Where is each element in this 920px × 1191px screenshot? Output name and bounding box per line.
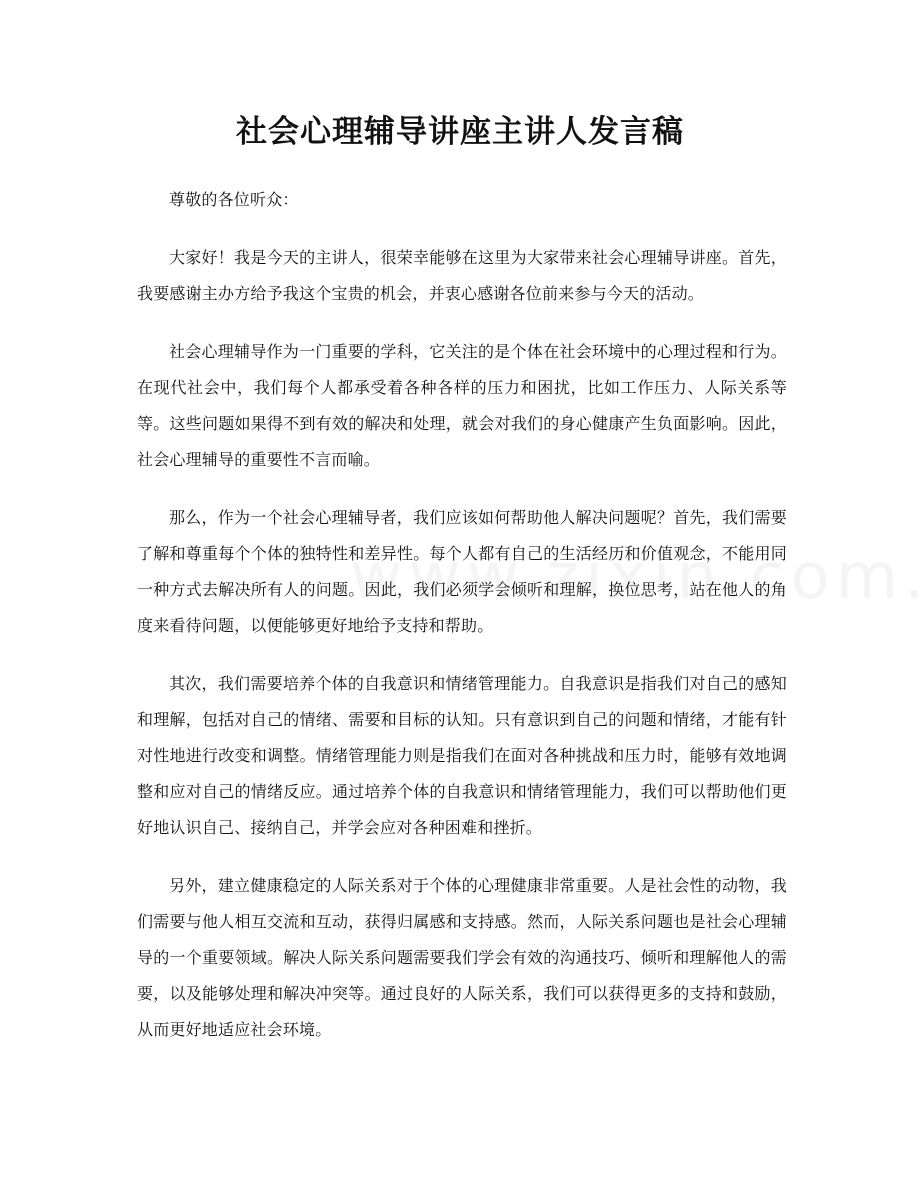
paragraph-5: 另外，建立健康稳定的人际关系对于个体的心理健康非常重要。人是社会性的动物，我们需要与他人相互交流和互动，获得归属感和支持感。然而，人际关系问题也是社会心理辅导的一个重要领域。解决人际关系问题需要我们学会有效的沟通技巧、倾听和理解他人的需要，以及能够处理和解决冲突等。通过良好的人际关系，我们可以获得更多的支持和鼓励，从而更好地适应社会环境。: [137, 876, 787, 1039]
salutation: 尊敬的各位听众：: [169, 190, 299, 209]
document-body: [137, 182, 787, 1070]
paragraph-4: 其次，我们需要培养个体的自我意识和情绪管理能力。自我意识是指我们对自己的感知和理解，包括对自己的情绪、需要和目标的认知。只有意识到自己的问题和情绪，才能有针对性地进行改变和调整。情绪管理能力则是指我们在面对各种挑战和压力时，能够有效地调整和应对自己的情绪反应。通过培养个体的自我意识和情绪管理能力，我们可以帮助他们更好地认识自己、接纳自己，并学会应对各种困难和挫折。: [137, 674, 787, 837]
paragraph-3: 那么，作为一个社会心理辅导者，我们应该如何帮助他人解决问题呢？首先，我们需要了解和尊重每个个体的独特性和差异性。每个人都有自己的生活经历和价值观念，不能用同一种方式去解决所有人的问题。因此，我们必须学会倾听和理解，换位思考，站在他人的角度来看待问题，以便能够更好地给予支持和帮助。: [137, 508, 787, 635]
paragraph-2: 社会心理辅导作为一门重要的学科，它关注的是个体在社会环境中的心理过程和行为。在现代社会中，我们每个人都承受着各种各样的压力和困扰，比如工作压力、人际关系等等。这些问题如果得不到有效的解决和处理，就会对我们的身心健康产生负面影响。因此，社会心理辅导的重要性不言而喻。: [137, 342, 787, 469]
paragraph-1: 大家好！我是今天的主讲人，很荣幸能够在这里为大家带来社会心理辅导讲座。首先，我要感谢主办方给予我这个宝贵的机会，并衷心感谢各位前来参与今天的活动。: [137, 248, 787, 303]
page-title: 社会心理辅导讲座主讲人发言稿: [236, 114, 684, 150]
